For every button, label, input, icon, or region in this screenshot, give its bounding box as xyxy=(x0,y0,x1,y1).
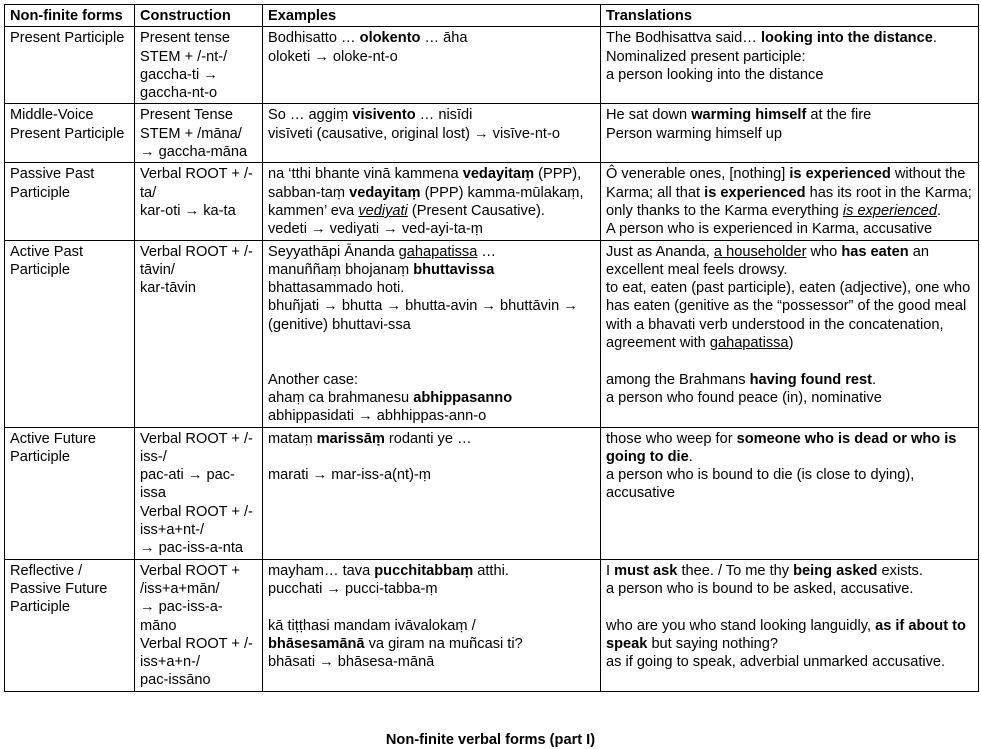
construction-cell: Verbal ROOT + /-iss-/ pac-ati → pac-issa Verbal ROOT + /-iss+a+nt-/ → pac-iss-a-nta xyxy=(135,427,263,559)
examples-cell: mayham… tava pucchitabbaṃ atthi. pucchati → pucci-tabba-ṃ kā tiṭṭhasi mandam ivāvalokaṃ / bhāsesamānā va giram na muñcasi ti? bhāsati → bhāsesa-mānā xyxy=(263,559,601,691)
table-row xyxy=(5,427,979,559)
table-row xyxy=(5,27,979,104)
form-cell: Reflective / Passive Future Participle xyxy=(5,559,135,691)
table-row xyxy=(5,163,979,240)
construction-cell: Verbal ROOT + /-ta/ kar-oti → ka-ta xyxy=(135,163,263,240)
header-translations: Translations xyxy=(601,5,979,27)
table-row xyxy=(5,240,979,427)
construction-cell: Verbal ROOT + /-tāvin/ kar-tāvin xyxy=(135,240,263,427)
table-caption: Non-finite verbal forms (part I) xyxy=(385,732,596,748)
translations-cell: I must ask thee. / To me thy being asked exists. a person who is bound to be asked, accusative. who are you who stand looking languidly, as if about to speak but saying nothing? as if going to speak, adverbial unmarked accusative. xyxy=(601,559,979,691)
construction-cell: Verbal ROOT + /iss+a+mān/ → pac-iss-a-māno Verbal ROOT + /-iss+a+n-/ pac-issāno xyxy=(135,559,263,691)
examples-cell: Bodhisatto … olokento … āha oloketi → oloke-nt-o xyxy=(263,27,601,104)
translations-cell: The Bodhisattva said… looking into the distance. Nominalized present participle: a person looking into the distance xyxy=(601,27,979,104)
header-row xyxy=(5,5,979,27)
header-construction: Construction xyxy=(135,5,263,27)
form-cell: Active Past Participle xyxy=(5,240,135,427)
construction-cell: Present tense STEM + /-nt-/ gaccha-ti → gaccha-nt-o xyxy=(135,27,263,104)
form-cell: Passive Past Participle xyxy=(5,163,135,240)
translations-cell: Just as Ananda, a householder who has eaten an excellent meal feels drowsy. to eat, eaten (past participle), eaten (adjective), one who has eaten (genitive as the “possessor” of the good meal with a bhavati verb understood in the concatenation, agreement with gahapatissa) among the Brahmans having found rest. a person who found peace (in), nominative xyxy=(601,240,979,427)
construction-cell: Present Tense STEM + /māna/ → gaccha-māna xyxy=(135,104,263,163)
form-cell: Middle-Voice Present Participle xyxy=(5,104,135,163)
translations-cell: Ô venerable ones, [nothing] is experienced without the Karma; all that is experienced has its root in the Karma; only thanks to the Karma everything is experienced. A person who is experienced in Karma, accusative xyxy=(601,163,979,240)
form-cell: Present Participle xyxy=(5,27,135,104)
nonfinite-forms-table xyxy=(4,4,979,692)
examples-cell: na ‘tthi bhante vinā kammena vedayitaṃ (PPP), sabban-taṃ vedayitaṃ (PPP) kamma-mūlakaṃ, kammen’ eva vediyati (Present Causative). vedeti → vediyati → ved-ayi-ta-ṃ xyxy=(263,163,601,240)
form-cell: Active Future Participle xyxy=(5,427,135,559)
examples-cell: Seyyathāpi Ānanda gahapatissa … manuññaṃ bhojanaṃ bhuttavissa bhattasammado hoti. bhuñjati → bhutta → bhutta-avin → bhuttāvin → (genitive) bhuttavi-ssa Another case: ahaṃ ca brahmanesu abhippasanno abhippasidati → abhhippas-ann-o xyxy=(263,240,601,427)
header-forms: Non-finite forms xyxy=(5,5,135,27)
examples-cell: So … aggiṃ visivento … nisīdi visīveti (causative, original lost) → visīve-nt-o xyxy=(263,104,601,163)
examples-cell: mataṃ marissāṃ rodanti ye … marati → mar-iss-a(nt)-ṃ xyxy=(263,427,601,559)
translations-cell: those who weep for someone who is dead or who is going to die. a person who is bound to die (is close to dying), accusative xyxy=(601,427,979,559)
table-row xyxy=(5,104,979,163)
translations-cell: He sat down warming himself at the fire Person warming himself up xyxy=(601,104,979,163)
table-row xyxy=(5,559,979,691)
header-examples: Examples xyxy=(263,5,601,27)
